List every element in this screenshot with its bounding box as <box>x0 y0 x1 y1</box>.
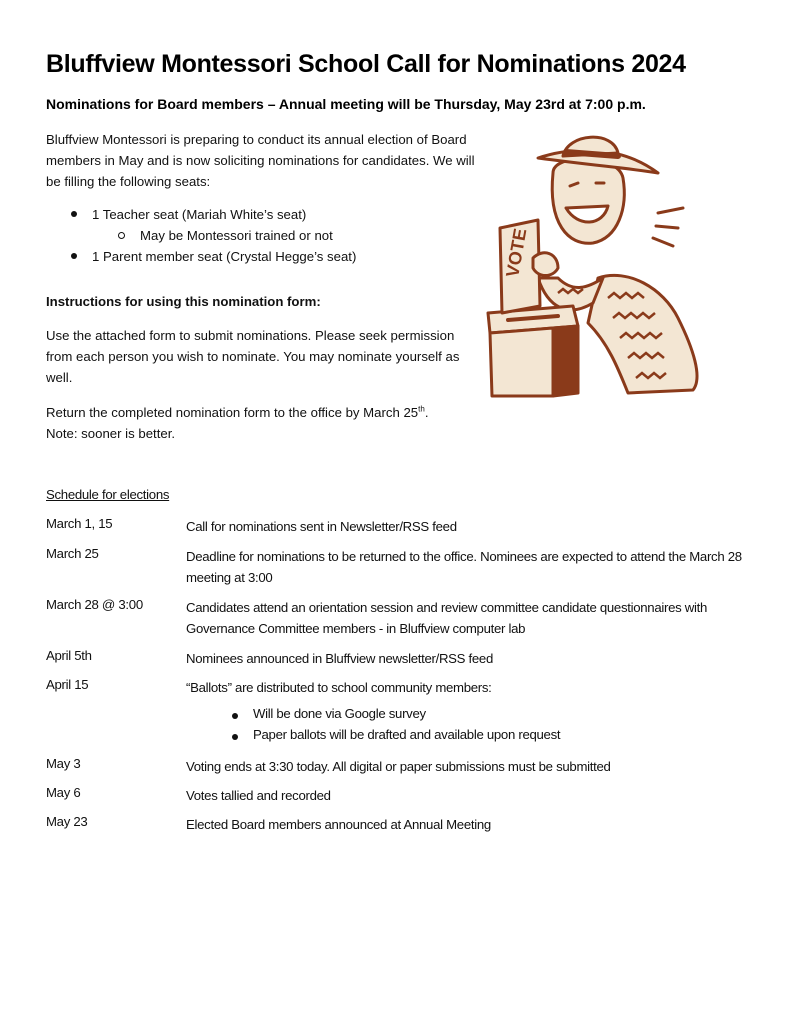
schedule-date: May 23 <box>46 814 88 829</box>
seat-sub-label: May be Montessori trained or not <box>140 228 333 243</box>
instructions-heading: Instructions for using this nomination form: <box>46 294 321 309</box>
bullet-icon <box>71 253 77 259</box>
list-item <box>232 727 732 748</box>
intro-paragraph: Bluffview Montessori is preparing to conduct its annual election of Board members in May and is now soliciting nominations for candidates. We will be filling the following seats: <box>46 132 475 189</box>
schedule-desc: Nominees announced in Bluffview newsletter/RSS feed <box>186 651 494 666</box>
page-subtitle: Nominations for Board members – Annual meeting will be Thursday, May 23rd at 7:00 p.m. <box>46 96 646 112</box>
schedule-desc: Deadline for nominations to be returned to the office. Nominees are expected to attend the March 28 meeting at 3:00 <box>186 549 742 585</box>
instructions-paragraph: Use the attached form to submit nominations. Please seek permission from each person you wish to nominate. You may nominate yourself as well. <box>46 328 460 385</box>
schedule-date: April 5th <box>46 648 92 663</box>
return-paragraph <box>46 402 486 444</box>
schedule-date: May 6 <box>46 785 81 800</box>
schedule-date: April 15 <box>46 677 89 692</box>
schedule-desc: “Ballots” are distributed to school community members: <box>186 680 492 695</box>
return-sup: th <box>418 404 425 414</box>
schedule-desc: Votes tallied and recorded <box>186 788 331 803</box>
seat-label: 1 Teacher seat (Mariah White’s seat) <box>92 207 307 222</box>
return-text: Return the completed nomination form to the office by March 25 <box>46 405 419 420</box>
schedule-desc: Call for nominations sent in Newsletter/RSS feed <box>186 519 457 534</box>
return-tail: . <box>424 405 429 420</box>
schedule-heading: Schedule for elections <box>46 487 170 502</box>
schedule-date: May 3 <box>46 756 81 771</box>
ballot-bullets <box>232 706 732 748</box>
circle-bullet-icon <box>118 232 125 239</box>
list-item <box>232 706 732 727</box>
bullet-text: Paper ballots will be drafted and available upon request <box>253 727 561 742</box>
vote-man-illustration-icon <box>478 128 718 408</box>
page-title: Bluffview Montessori School Call for Nominations 2024 <box>46 50 686 78</box>
bullet-icon <box>71 211 77 217</box>
seat-label: 1 Parent member seat (Crystal Hegge’s seat) <box>92 249 357 264</box>
bullet-icon <box>232 734 238 740</box>
bullet-icon <box>232 713 238 719</box>
ballot-text: VOTE <box>502 226 531 279</box>
schedule-date: March 1, 15 <box>46 516 113 531</box>
bullet-text: Will be done via Google survey <box>253 706 426 721</box>
schedule-desc: Candidates attend an orientation session and review committee candidate questionnaires with Governance Committee members - in Bluffview computer lab <box>186 600 708 636</box>
schedule-date: March 25 <box>46 546 99 561</box>
schedule-date: March 28 @ 3:00 <box>46 597 143 612</box>
schedule-desc: Voting ends at 3:30 today. All digital or paper submissions must be submitted <box>186 759 611 774</box>
note-text: Note: sooner is better. <box>46 426 176 441</box>
schedule-desc: Elected Board members announced at Annual Meeting <box>186 817 491 832</box>
